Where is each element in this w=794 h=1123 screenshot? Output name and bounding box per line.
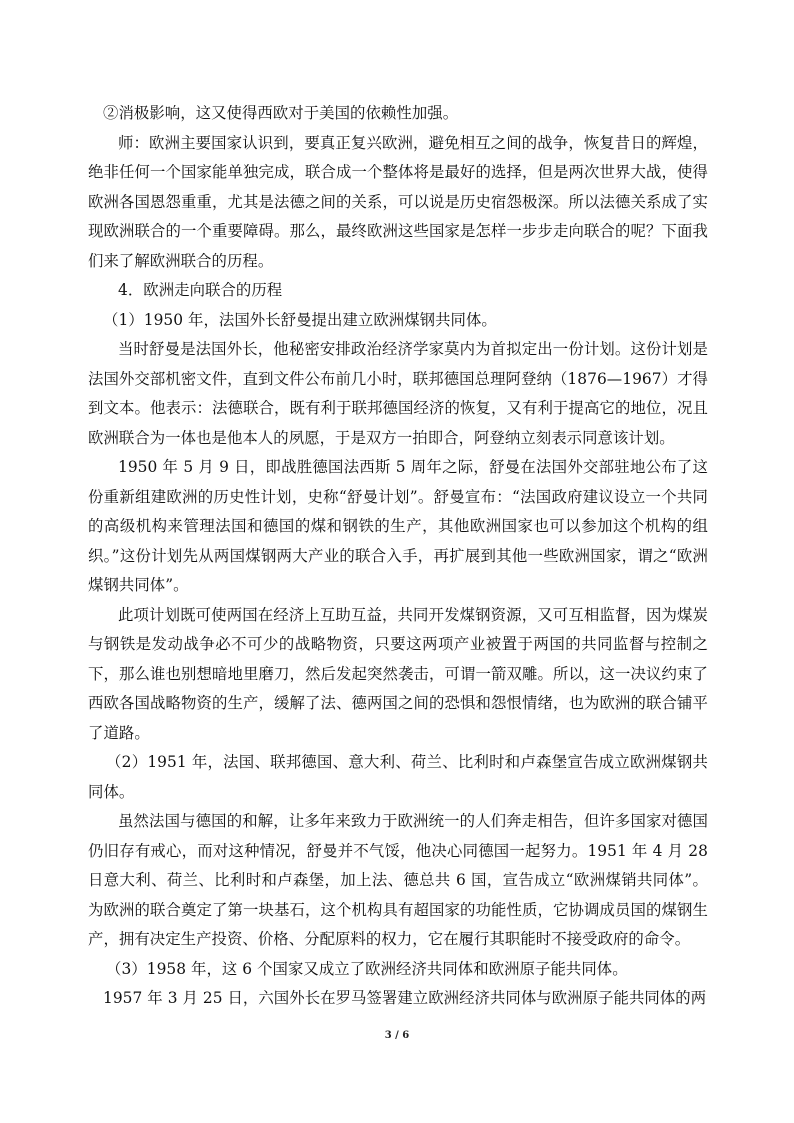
subheading-1958-eec: （3）1958 年，这 6 个国家又成立了欧洲经济共同体和欧洲原子能共同体。 bbox=[106, 959, 628, 978]
paragraph-schuman-plan-background: 当时舒曼是法国外长，他秘密安排政治经济学家莫内为首拟定出一份计划。这份计划是法国外交部机密文件，直到文件公布前几小时，联邦德国总理阿登纳（1876—1967）才得到文本。他表示：法德联合，既有利于联邦德国经济的恢复，又有利于提高它的地位，况且欧洲联合为一体也是他本人的夙愿，于是双方一拍即合，阿登纳立刻表示同意该计划。 bbox=[88, 340, 708, 447]
subheading-1950-schuman: （1）1950 年，法国外长舒曼提出建立欧洲煤钢共同体。 bbox=[103, 310, 497, 329]
paragraph-ecsc-founding: 虽然法国与德国的和解，让多年来致力于欧洲统一的人们奔走相告，但许多国家对德国仍旧存有戒心，而对这种情况，舒曼并不气馁，他决心同德国一起努力。1951 年 4 月 28 日意大利、荷兰、比利时和卢森堡，加上法、德总共 6 国，宣告成立“欧洲煤销共同体”。为欧洲的联合奠定了第一块基石，这个机构具有超国家的功能性质，它协调成员国的煤钢生产，拥有决定生产投资、价格、分配原料的权力，它在履行其职能时不接受政府的命令。 bbox=[88, 812, 708, 948]
document-page bbox=[88, 99, 708, 1014]
page-number: 3 / 6 bbox=[384, 1030, 410, 1041]
paragraph-schuman-declaration: 1950 年 5 月 9 日，即战胜德国法西斯 5 周年之际，舒曼在法国外交部驻地公布了这份重新组建欧洲的历史性计划，史称“舒曼计划”。舒曼宣布：“法国政府建议设立一个共同的高级机构来管理法国和德国的煤和钢铁的生产，其他欧洲国家也可以参加这个机构的组织。”这份计划先从两国煤钢两大产业的联合入手，再扩展到其他一些欧洲国家，谓之“欧洲煤钢共同体”。 bbox=[88, 458, 708, 594]
paragraph-treaty-of-rome: 1957 年 3 月 25 日，六国外长在罗马签署建立欧洲经济共同体与欧洲原子能共同体的两 bbox=[103, 989, 707, 1007]
paragraph-negative-impact: ②消极影响，这又使得西欧对于美国的依赖性加强。 bbox=[103, 104, 459, 122]
paragraph-plan-significance: 此项计划既可使两国在经济上互助互益，共同开发煤钢资源，又可互相监督，因为煤炭与钢铁是发动战争必不可少的战略物资，只要这两项产业被置于两国的共同监督与控制之下，那么谁也别想暗地里磨刀，然后发起突然袭击，可谓一箭双雕。所以，这一决议约束了西欧各国战略物资的生产，缓解了法、德两国之间的恐惧和怨恨情绪，也为欧洲的联合铺平了道路。 bbox=[88, 605, 708, 742]
section-heading-european-union-process: 4．欧洲走向联合的历程 bbox=[118, 281, 283, 299]
subheading-1951-ecsc: （2）1951 年，法国、联邦德国、意大利、荷兰、比利时和卢森堡宣告成立欧洲煤钢共同体。 bbox=[88, 753, 708, 801]
paragraph-teacher-remark: 师：欧洲主要国家认识到，要真正复兴欧洲，避免相互之间的战争，恢复昔日的辉煌，绝非任何一个国家能单独完成，联合成一个整体将是最好的选择，但是两次世界大战，使得欧洲各国恩怨重重，尤其是法德之间的关系，可以说是历史宿怨极深。所以法德关系成了实现欧洲联合的一个重要障碍。那么，最终欧洲这些国家是怎样一步步走向联合的呢？下面我们来了解欧洲联合的历程。 bbox=[88, 133, 708, 270]
